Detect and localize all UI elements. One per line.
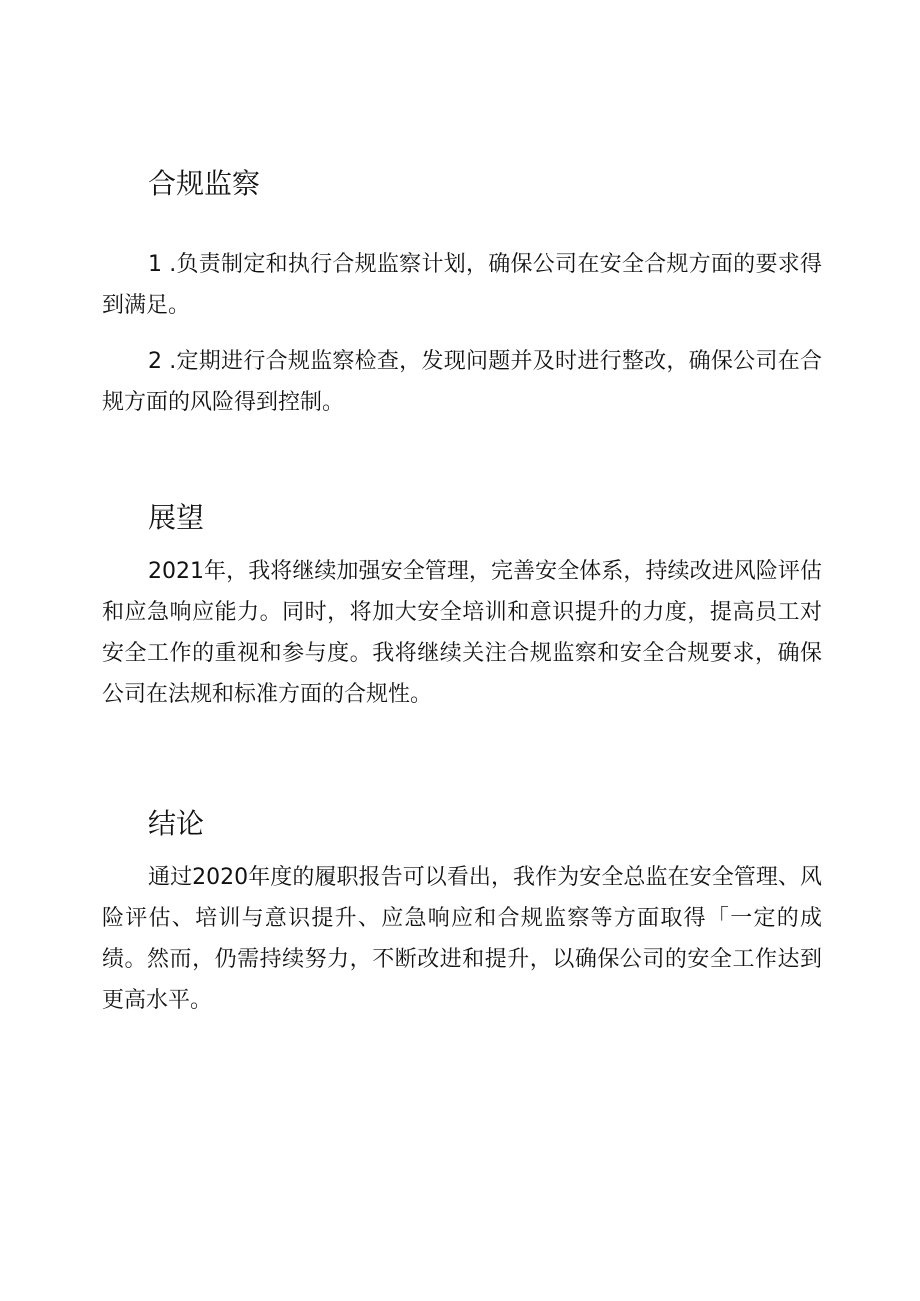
conclusion-paragraph: 通过2020年度的履职报告可以看出，我作为安全总监在安全管理、风险评估、培训与意识提升、应急响应和合规监察等方面取得「一定的成绩。然而，仍需持续努力，不断改进和提升，以确保公司的安全工作达到更高水平。 [102, 865, 822, 1013]
compliance-item-2: 2 .定期进行合规监察检查，发现问题并及时进行整改，确保公司在合规方面的风险得到控制。 [102, 349, 822, 415]
section-heading-compliance: 合规监察 [148, 167, 261, 200]
outlook-paragraph: 2021年，我将继续加强安全管理，完善安全体系，持续改进风险评估和应急响应能力。同时，将加大安全培训和意识提升的力度，提高员工对安全工作的重视和参与度。我将继续关注合规监察和安全合规要求，确保公司在法规和标准方面的合规性。 [102, 559, 822, 707]
compliance-item-1: 1 .负责制定和执行合规监察计划，确保公司在安全合规方面的要求得到满足。 [102, 252, 822, 318]
section-heading-outlook: 展望 [148, 501, 205, 534]
section-heading-conclusion: 结论 [148, 807, 205, 840]
